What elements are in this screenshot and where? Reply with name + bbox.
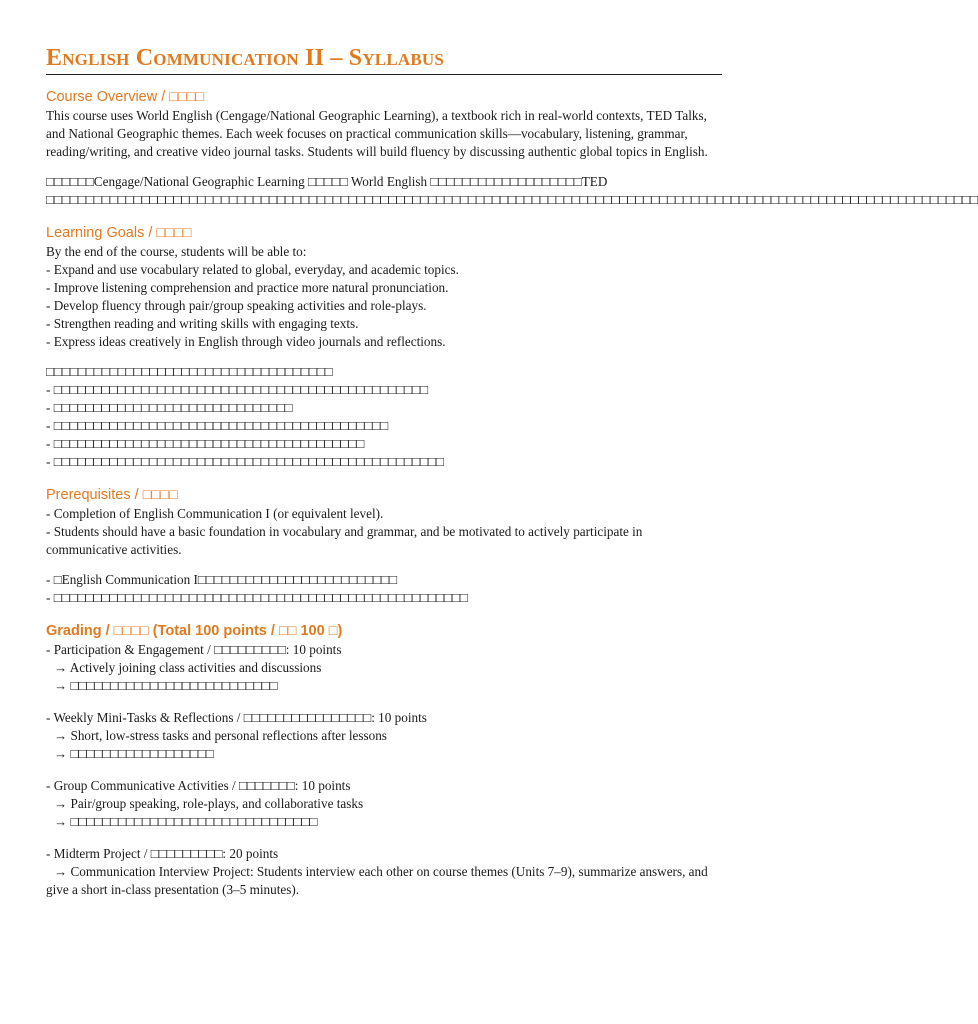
prerequisites-list-english [46,505,722,559]
title-divider [46,74,722,75]
list-item: - □□□□□□□□□□□□□□□□□□□□□□□□□□□□□□□□□□□□□□□□□□ [46,418,389,433]
list-item: - □□□□□□□□□□□□□□□□□□□□□□□□□□□□□□ [46,400,293,415]
list-item: - □English Communication I□□□□□□□□□□□□□□□□□□□□□□□□□ [46,572,398,587]
learning-goals-section [46,223,722,471]
learning-goals-intro-japanese: □□□□□□□□□□□□□□□□□□□□□□□□□□□□□□□□□□□□ [46,364,333,379]
grading-item-weekly-tasks [46,709,722,763]
learning-goals-intro-english: By the end of the course, students will be able to: [46,244,307,259]
course-overview-japanese: □□□□□□Cengage/National Geographic Learning □□□□□ World English □□□□□□□□□□□□□□□□□□□TED □□□□□□□□□□□□□□□□□□□□□□□□□□□□□□□□□□□□□□□□□□□□□□□□□□□□□□□□□□□□□□□□□□□□□□□□□□□□□□□□□□□□□□□□□□□□□□□□□□□□□□□□□□□□□□□□□□□□□ [46,174,978,207]
list-item: - Express ideas creatively in English through video journals and reflections. [46,334,446,349]
grading-item-detail: → Actively joining class activities and discussions [54,660,322,675]
grading-item-line: - Group Communicative Activities / □□□□□□□: 10 points [46,778,351,793]
list-item: - □□□□□□□□□□□□□□□□□□□□□□□□□□□□□□□□□□□□□□□□□□□□□□□ [46,382,429,397]
prerequisites-heading: Prerequisites / □□□□ [46,487,178,503]
course-overview-heading: Course Overview / □□□□ [46,89,205,105]
list-item: - Completion of English Communication I (or equivalent level). [46,506,384,521]
grading-item-detail: → Pair/group speaking, role-plays, and collaborative tasks [54,796,364,811]
list-item: - Strengthen reading and writing skills with engaging texts. [46,316,359,331]
grading-item-line: - Weekly Mini-Tasks & Reflections / □□□□□□□□□□□□□□□□: 10 points [46,710,427,725]
grading-item-line: - Midterm Project / □□□□□□□□□: 20 points [46,846,279,861]
grading-item-detail: → □□□□□□□□□□□□□□□□□□□□□□□□□□ [54,678,278,693]
grading-item-detail: → Short, low-stress tasks and personal reflections after lessons [54,728,387,743]
grading-item-detail: → □□□□□□□□□□□□□□□□□□□□□□□□□□□□□□□ [54,814,318,829]
list-item: - Develop fluency through pair/group speaking activities and role-plays. [46,298,427,313]
course-overview-section [46,87,978,209]
prerequisites-section [46,485,722,607]
grading-item-group-activities [46,777,722,831]
grading-item-detail: → Communication Interview Project: Students interview each other on course themes (Units 7–9), summarize answers, and give a short in-class presentation (3–5 minutes). [46,864,708,897]
grading-item-midterm-project [46,845,722,899]
list-item: - □□□□□□□□□□□□□□□□□□□□□□□□□□□□□□□□□□□□□□□ [46,436,365,451]
grading-item-participation [46,641,722,695]
grading-item-detail: → □□□□□□□□□□□□□□□□□□ [54,746,214,761]
grading-heading: Grading / □□□□ (Total 100 points / □□ 100 □) [46,623,343,639]
prerequisites-list-japanese [46,571,722,607]
list-item: - Expand and use vocabulary related to global, everyday, and academic topics. [46,262,459,277]
list-item: - □□□□□□□□□□□□□□□□□□□□□□□□□□□□□□□□□□□□□□□□□□□□□□□□□ [46,454,444,469]
document-title: English Communication II – Syllabus [46,45,445,71]
learning-goals-list-japanese [46,381,722,471]
list-item: - Students should have a basic foundation in vocabulary and grammar, and be motivated to actively participate in communicative activities. [46,524,643,557]
list-item: - □□□□□□□□□□□□□□□□□□□□□□□□□□□□□□□□□□□□□□□□□□□□□□□□□□□□ [46,590,468,605]
course-overview-english: This course uses World English (Cengage/National Geographic Learning), a textbook rich in real-world contexts, TED Talks, and National Geographic themes. Each week focuses on practical communication skills—vocabulary, listening, grammar, reading/writing, and creative video journal tasks. Students will build fluency by discussing authentic global topics in English. [46,108,708,159]
learning-goals-list-english [46,261,722,351]
grading-item-line: - Participation & Engagement / □□□□□□□□□: 10 points [46,642,342,657]
grading-section [46,621,722,899]
learning-goals-heading: Learning Goals / □□□□ [46,225,192,241]
list-item: - Improve listening comprehension and practice more natural pronunciation. [46,280,449,295]
